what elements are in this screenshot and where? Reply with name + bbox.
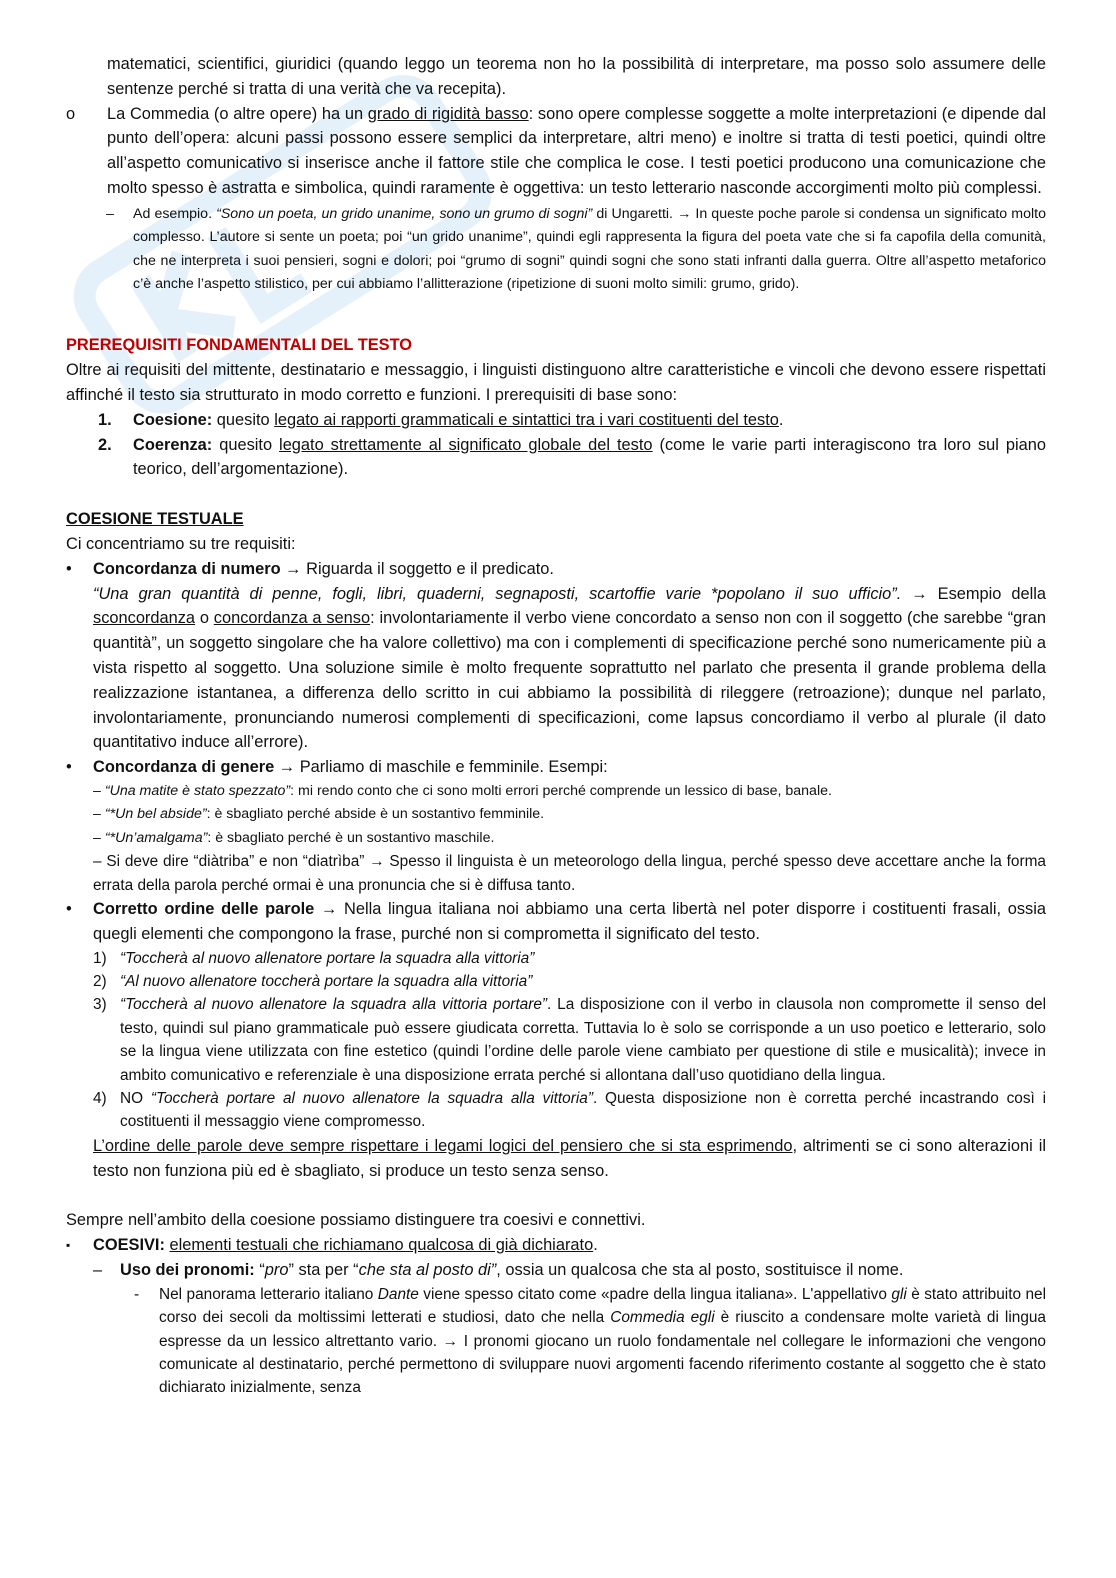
pronomi-item: – Uso dei pronomi: “pro” sta per “che sta al posto di”, ossia un qualcosa che sta al posto, sostituisce il nome.: [66, 1258, 1046, 1283]
coesivi-intro: Sempre nell’ambito della coesione possiamo distinguere tra coesivi e connettivi.: [66, 1211, 646, 1230]
circle-bullet-icon: o: [66, 104, 76, 123]
prerequisite-item: 1. Coesione: quesito legato ai rapporti grammaticali e sintattici tra i vari costituenti del testo.: [98, 410, 784, 429]
dante-example: - Nel panorama letterario italiano Dante viene spesso citato come «padre della lingua italiana». L'appellativo gli è stato attribuito nel corso dei secoli da moltissimi letterati e studiosi, dato che nella Commedia egli è riuscito a condensare molte varietà di lingua espresse da un lessico altrettanto vario. → I pronomi giocano un ruolo fondamentale nel collegare le informazioni che vengono comunicate al destinatario, perché permettono di sviluppare nuovi argomenti facendo riferimento costante al soggetto che è stato dichiarato inizialmente, senza: [66, 1283, 1046, 1400]
prerequisite-item: 2. Coerenza: quesito legato strettamente al significato globale del testo (come le varie parti interagiscono tra loro sul piano teorico, dell’argomentazione).: [98, 435, 1046, 479]
prerequisiti-text: Oltre ai requisiti del mittente, destinatario e messaggio, i linguisti distinguono altre caratteristiche e vincoli che devono essere rispettati affinché il testo sia strutturato in modo corretto e funzioni. I prerequisiti di base sono:: [66, 361, 1046, 404]
genere-example: – “Una matite è stato spezzato”: mi rendo conto che ci sono molti errori perché comprende un lessico di base, banale.: [93, 782, 832, 799]
concordanza-numero-item: • Concordanza di numero → Riguarda il soggetto e il predicato. “Una gran quantità di penne, fogli, libri, quaderni, segnaposti, scartoffie varie *popolano il suo ufficio”. → Esempio della sconcordanza o concordanza a senso: involontariamente il verbo viene concordato a senso non con il soggetto (che sarebbe “gran quantità”, un soggetto singolare che ha valore collettivo) ma con i complementi di specificazione perché sono numericamente più a vista rispetto al soggetto. Una soluzione simile è molto frequente soprattutto nel parlato che presenta il grande problema della realizzazione istantanea, a differenza dello scritto in cui abbiamo la possibilità di rileggere (retroazione); dunque nel parlato, involontariamente, pronunciando numerosi complementi di specificazioni, come lapsus concordiamo il verbo al plurale (il dato quantitativo induce all’errore).: [66, 557, 1046, 755]
ungaretti-example: – Ad esempio. “Sono un poeta, un grido unanime, sono un grumo di sogni” di Ungaretti. → In queste poche parole si condensa un significato molto complesso. L’autore si sente un poeta; poi “un grido unanime”, quindi egli rappresenta la figura del poeta vate che si fa capofila della comunità, che ne interpreta i suoi pensieri, sogni e dolori; poi “grumo di sogni” quindi sogni che sono stati infranti dalla guerra. Oltre all’aspetto metaforico c’è anche l’aspetto stilistico, per cui abbiamo l’allitterazione (ripetizione di suoni molto simili: grumo, grido).: [66, 203, 1046, 297]
ordine-parole-item: • Corretto ordine delle parole → Nella lingua italiana noi abbiamo una certa libertà nel poter disporre i costituenti frasali, ossia quegli elementi che compongono la frase, purché non si comprometta il significato del testo.: [66, 897, 1046, 947]
ordine-example: 3) “Toccherà al nuovo allenatore la squadra alla vittoria portare”. La disposizione con il verbo in clausola non compromette il senso del testo, quindi sul piano grammaticale può essere giudicata corretta. Tuttavia lo è solo se corrisponde a un uso poetico e letterario, solo se la lingua viene utilizzata con fine estetico (quindi l’ordine delle parole viene cambiato per questione di stile e musicalità); invece in ambito comunicativo e referenziale è una disposizione errata perché si allontana dall’uso quotidiano della lingua.: [93, 996, 1047, 1084]
ordine-example: 1) “Toccherà al nuovo allenatore portare la squadra alla vittoria”: [93, 949, 535, 967]
section-title-prerequisiti: PREREQUISITI FONDAMENTALI DEL TESTO: [66, 336, 413, 355]
ordine-conclusion: L’ordine delle parole deve sempre rispettare i legami logici del pensiero che si sta esprimendo, altrimenti se ci sono alterazioni il testo non funziona più ed è sbagliato, si produce un testo senza senso.: [93, 1136, 1046, 1180]
genere-example: – Si deve dire “diàtriba” e non “diatrìba” → Spesso il linguista è un meteorologo della lingua, perché spesso deve accettare anche la forma errata della parola perché ormai è una pronuncia che si è diffusa tanto.: [93, 853, 1046, 894]
coesione-intro: Ci concentriamo su tre requisiti:: [66, 534, 296, 553]
dash-bullet-icon: -: [134, 1285, 140, 1303]
ordine-example: 4) NO “Toccherà portare al nuovo allenatore la squadra alla vittoria”. Questa disposizione non è corretta perché incastrando così i costituenti il messaggio viene compromesso.: [93, 1090, 1046, 1131]
commedia-item: o La Commedia (o altre opere) ha un grado di rigidità basso: sono opere complesse soggette a molte interpretazioni (e dipende dal punto dell’opera: alcuni passi possono essere semplici da interpretare, altri meno) e inoltre si tratta di testi poetici, quindi oltre all’aspetto comunicativo si inserisce anche il fattore stile che complica le cose. I testi poetici producono una comunicazione che molto spesso è astratta e simbolica, quindi raramente è oggettiva: un testo letterario nasconde accorgimenti molto più complessi.: [66, 102, 1046, 201]
bullet-icon: •: [66, 758, 72, 777]
coesivi-item: ▪ COESIVI: elementi testuali che richiamano qualcosa di già dichiarato.: [66, 1233, 1046, 1258]
section-title-coesione: COESIONE TESTUALE: [66, 510, 244, 529]
bullet-icon: •: [66, 899, 72, 918]
dash-bullet-icon: –: [93, 1261, 103, 1280]
genere-example: – “*Un’amalgama”: è sbagliato perché è un sostantivo maschile.: [93, 829, 495, 846]
intro-paragraph: matematici, scientifici, giuridici (quando leggo un teorema non ho la possibilità di interpretare, ma posso solo assumere delle sentenze perché si tratta di una verità che va recepita).: [107, 55, 1046, 98]
bullet-icon: •: [66, 559, 72, 578]
ordine-example: 2) “Al nuovo allenatore toccherà portare la squadra alla vittoria”: [93, 972, 533, 990]
genere-example: – “*Un bel abside”: è sbagliato perché abside è un sostantivo femminile.: [93, 806, 545, 823]
square-bullet-icon: ▪: [66, 1238, 71, 1253]
dash-bullet-icon: –: [106, 205, 114, 222]
concordanza-genere-item: • Concordanza di genere → Parliamo di maschile e femminile. Esempi:: [66, 755, 1046, 780]
document-page: [66, 52, 1046, 1400]
